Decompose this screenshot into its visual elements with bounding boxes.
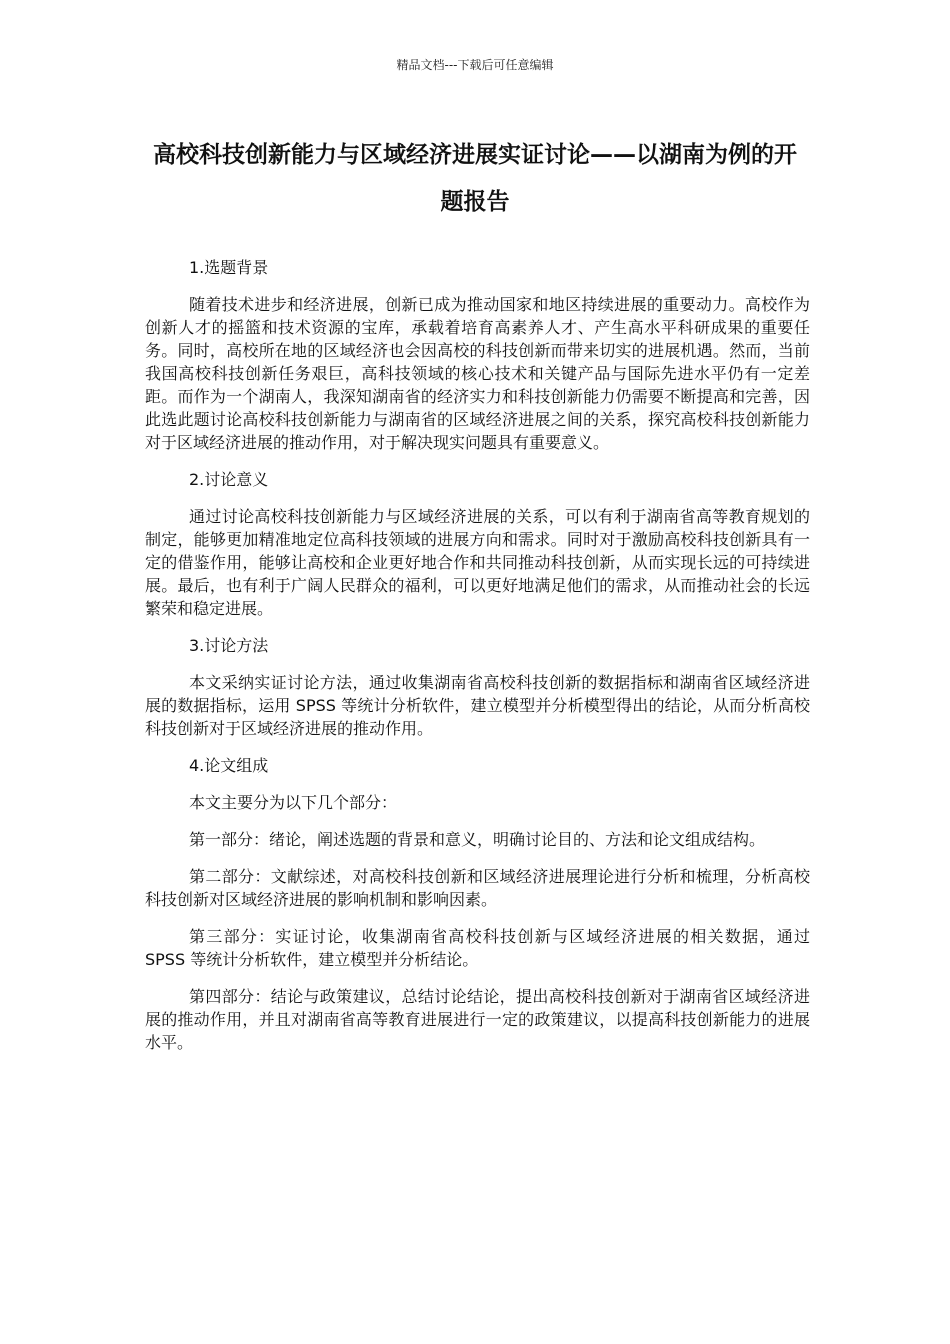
paragraph: 第二部分：文献综述，对高校科技创新和区域经济进展理论进行分析和梳理，分析高校科技创新对区域经济进展的影响机制和影响因素。 — [145, 867, 810, 909]
paragraph: 第三部分：实证讨论，收集湖南省高校科技创新与区域经济进展的相关数据，通过 SPSS 等统计分析软件，建立模型并分析结论。 — [145, 927, 810, 969]
paragraph: 随着技术进步和经济进展，创新已成为推动国家和地区持续进展的重要动力。高校作为创新人才的摇篮和技术资源的宝库，承载着培育高素养人才、产生高水平科研成果的重要任务。同时，高校所在地的区域经济也会因高校的科技创新而带来切实的进展机遇。然而，当前我国高校科技创新任务艰巨，高科技领域的核心技术和关键产品与国际先进水平仍有一定差距。而作为一个湖南人，我深知湖南省的经济实力和科技创新能力仍需要不断提高和完善，因此选此题讨论高校科技创新能力与湖南省的区域经济进展之间的关系，探究高校科技创新能力对于区域经济进展的推动作用，对于解决现实问题具有重要意义。 — [145, 295, 810, 452]
section-heading: 1.选题背景 — [189, 258, 269, 277]
section-heading: 4.论文组成 — [189, 756, 269, 775]
paragraph: 本文主要分为以下几个部分： — [189, 793, 398, 812]
paragraph: 第四部分：结论与政策建议，总结讨论结论，提出高校科技创新对于湖南省区域经济进展的推动作用，并且对湖南省高等教育进展进行一定的政策建议，以提高科技创新能力的进展水平。 — [145, 987, 810, 1052]
paragraph: 本文采纳实证讨论方法，通过收集湖南省高校科技创新的数据指标和湖南省区域经济进展的数据指标，运用 SPSS 等统计分析软件，建立模型并分析模型得出的结论，从而分析高校科技创新对于区域经济进展的推动作用。 — [145, 673, 810, 738]
section-heading: 2.讨论意义 — [189, 470, 269, 489]
document-body — [145, 256, 810, 1068]
document-title: 高校科技创新能力与区域经济进展实证讨论——以湖南为例的开题报告 — [153, 142, 797, 215]
section-methods — [145, 634, 810, 740]
paragraph: 通过讨论高校科技创新能力与区域经济进展的关系，可以有利于湖南省高等教育规划的制定，能够更加精准地定位高科技领域的进展方向和需求。同时对于激励高校科技创新具有一定的借鉴作用，能够让高校和企业更好地合作和共同推动科技创新，从而实现长远的可持续进展。最后，也有利于广阔人民群众的福利，可以更好地满足他们的需求，从而推动社会的长远繁荣和稳定进展。 — [145, 507, 810, 618]
section-background — [145, 256, 810, 454]
page-header: 精品文档---下载后可任意编辑 — [396, 58, 554, 72]
section-structure — [145, 754, 810, 1054]
section-significance — [145, 468, 810, 620]
section-heading: 3.讨论方法 — [189, 636, 269, 655]
paragraph: 第一部分：绪论，阐述选题的背景和意义，明确讨论目的、方法和论文组成结构。 — [189, 830, 766, 849]
